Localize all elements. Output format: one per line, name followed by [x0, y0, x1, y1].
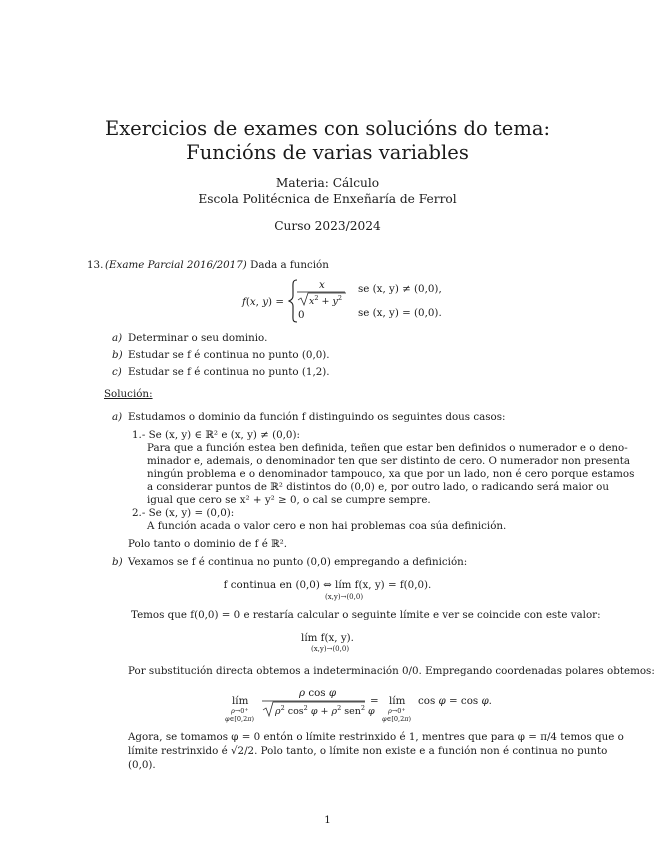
- limit-subscript: (x,y)→(0,0): [311, 645, 350, 653]
- limit-expression: lím f(x, y).: [301, 632, 354, 644]
- part-b-label: b): [112, 556, 123, 568]
- svg-text:φ∈[0,2π): φ∈[0,2π): [382, 715, 412, 723]
- svg-text:lím: lím: [232, 695, 249, 707]
- solution-heading: Solución:: [104, 388, 153, 400]
- part-b-intro: Vexamos se f é continua no punto (0,0) empregando a definición:: [128, 556, 468, 568]
- task-b: Estudar se f é continua no punto (0,0).: [128, 349, 330, 361]
- continuity-limit-subscript: (x,y)→(0,0): [325, 593, 364, 601]
- exercise-number: 13.: [87, 259, 104, 271]
- piece-condition-2: se (x, y) = (0,0).: [358, 307, 442, 319]
- page-number: 1: [324, 814, 331, 826]
- task-a: Determinar o seu dominio.: [128, 332, 268, 344]
- case-2-label: 2.- Se (x, y) = (0,0):: [132, 507, 235, 519]
- exercise-intro-line: [105, 259, 329, 272]
- piece-condition-1: se (x, y) ≠ (0,0),: [358, 283, 442, 295]
- svg-text:ρ cos φ: ρ cos φ: [299, 687, 337, 699]
- task-c-label: c): [112, 366, 122, 378]
- exercise-source: (Exame Parcial 2016/2017): [105, 259, 247, 271]
- task-a-label: a): [112, 332, 123, 344]
- svg-text:lím: lím: [389, 695, 406, 707]
- svg-text:φ∈[0,2π): φ∈[0,2π): [225, 715, 255, 723]
- svg-text:ρ→0+: ρ→0+: [388, 707, 406, 715]
- subject-line: Materia: Cálculo: [275, 176, 380, 190]
- case-2-text: A función acada o valor cero e non hai problemas coa súa definición.: [147, 520, 507, 532]
- svg-text:ρ2 cos2 φ + ρ2 sen2 φ: $\rho^2$ $\cos^2 \varphi + \rho^2$ sen$^2$ φ: [275, 704, 375, 717]
- part-a-label: a): [112, 411, 123, 423]
- case-1-line: minador e, ademais, o denominador ten que ser distinto de cero. O numerador non presenta: [147, 455, 631, 467]
- polar-text: Por substitución directa obtemos a indeterminación 0/0. Empregando coordenadas polares obtemos:: [128, 665, 655, 677]
- task-b-label: b): [112, 349, 123, 361]
- svg-text:ρ→0+: ρ→0+: [231, 707, 249, 715]
- task-c: Estudar se f é continua no punto (1,2).: [128, 366, 330, 378]
- continuity-equation: f continua en (0,0) ⇔ lím f(x, y) = f(0,0).: [223, 579, 432, 591]
- svg-text:cos φ = cos φ.: cos φ = cos φ.: [418, 695, 492, 707]
- title-line-1: Exercicios de exames con solucións do tema:: [104, 117, 551, 140]
- title-line-2: Funcións de varias variables: [186, 141, 469, 164]
- svg-text:=: =: [370, 695, 379, 707]
- case-1-line: a considerar puntos de ℝ² distintos do (0,0) e, por outro lado, o radicando será maior ou: [147, 481, 609, 493]
- svg-text:x2 + y2: $x^2 + y^2$: [309, 294, 343, 307]
- exercise-intro: Dada a función: [250, 259, 329, 271]
- svg-text:x: x: [319, 279, 325, 291]
- case-1-line: igual que cero se x² + y² ≥ 0, o cal se cumpre sempre.: [147, 494, 431, 506]
- final-line: (0,0).: [128, 759, 156, 771]
- svg-text:f(x, y) =: f(x, y) =: [242, 296, 284, 308]
- domain-conclusion: Polo tanto o dominio de f é ℝ².: [128, 538, 288, 550]
- case-1-line: ningún problema e o denominador tampouco, xa que por un lado, non é cero porque estamos: [147, 468, 635, 480]
- final-line: Agora, se tomamos φ = 0 entón o límite restrinxido é 1, mentres que para φ = π/4 temos que o: [128, 731, 624, 743]
- final-line: límite restrinxido é √2/2. Polo tanto, o límite non existe e a función non é continua no punto: [128, 745, 608, 757]
- case-1-line: Para que a función estea ben definida, teñen que estar ben definidos o numerador e o deno-: [147, 442, 628, 454]
- part-a-intro: Estudamos o dominio da función f distinguindo os seguintes dous casos:: [128, 411, 506, 423]
- case-1-label: 1.- Se (x, y) ∈ ℝ² e (x, y) ≠ (0,0):: [132, 429, 300, 441]
- polar-limit-equation: [222, 683, 492, 725]
- course-line: Curso 2023/2024: [274, 219, 381, 233]
- svg-text:0: 0: [298, 309, 305, 321]
- school-line: Escola Politécnica de Enxeñaría de Ferrol: [198, 192, 457, 206]
- f00-text: Temos que f(0,0) = 0 e restaría calcular o seguinte límite e ver se coincide con este valor:: [131, 609, 601, 621]
